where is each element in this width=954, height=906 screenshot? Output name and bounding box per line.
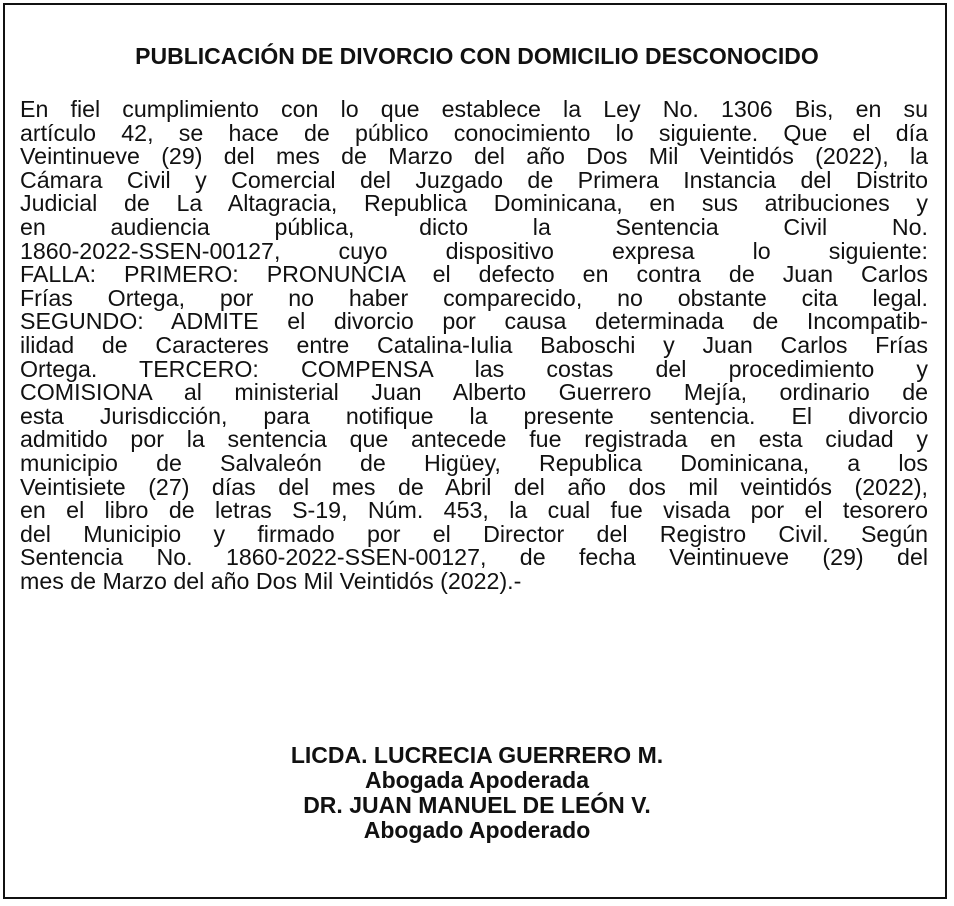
body-line: En fiel cumplimiento con lo que establece la Ley No. 1306 Bis, en su [20, 96, 928, 122]
body-line: Sentencia No. 1860-2022-SSEN-00127, de fecha Veintinueve (29) del [20, 544, 928, 571]
body-line: mes de Marzo del año Dos Mil Veintidós (2022).- [20, 567, 522, 594]
body-line: Veintisiete (27) días del mes de Abril del año dos mil veintidós (2022), [20, 473, 928, 500]
body-line: ilidad de Caracteres entre Catalina-Iulia Baboschi y Juan Carlos Frías [20, 331, 928, 358]
body-line: Veintinueve (29) del mes de Marzo del año Dos Mil Veintidós (2022), la [20, 143, 928, 170]
body-line: artículo 42, se hace de público conocimiento lo siguiente. Que el día [20, 119, 928, 146]
body-line: admitido por la sentencia que antecede fue registrada en esta ciudad y [20, 426, 928, 453]
body-line: municipio de Salvaleón de Higüey, Republica Dominicana, a los [20, 449, 928, 476]
body-line: del Municipio y firmado por el Director del Registro Civil. Según [20, 520, 928, 547]
signer-role: Abogada Apoderada [364, 767, 590, 793]
body-line: Ortega. TERCERO: COMPENSA las costas del procedimiento y [20, 355, 928, 382]
body-line: Judicial de La Altagracia, Republica Dominicana, en sus atribuciones y [20, 190, 928, 217]
body-line: en audiencia pública, dicto la Sentencia Civil No. [20, 213, 928, 240]
body-line: en el libro de letras S-19, Núm. 453, la cual fue visada por el tesorero [20, 497, 928, 524]
body-line: SEGUNDO: ADMITE el divorcio por causa determinada de Incompatib- [20, 308, 928, 335]
signature-block [5, 743, 949, 843]
body-line: COMISIONA al ministerial Juan Alberto Guerrero Mejía, ordinario de [20, 379, 928, 406]
signer-role: Abogado Apoderado [363, 817, 591, 843]
body-line: esta Jurisdicción, para notifique la presente sentencia. El divorcio [20, 402, 928, 429]
notice-frame [3, 3, 947, 899]
notice-body [20, 98, 928, 593]
body-line: Frías Ortega, por no haber comparecido, no obstante cita legal. [20, 284, 928, 311]
notice-title: PUBLICACIÓN DE DIVORCIO CON DOMICILIO DESCONOCIDO [135, 43, 819, 69]
signer-name: DR. JUAN MANUEL DE LEÓN V. [303, 792, 651, 818]
body-line: FALLA: PRIMERO: PRONUNCIA el defecto en contra de Juan Carlos [20, 261, 928, 288]
signer-name: LICDA. LUCRECIA GUERRERO M. [290, 742, 664, 768]
body-line: Cámara Civil y Comercial del Juzgado de Primera Instancia del Distrito [20, 166, 928, 193]
body-line: 1860-2022-SSEN-00127, cuyo dispositivo expresa lo siguiente: [20, 237, 928, 264]
